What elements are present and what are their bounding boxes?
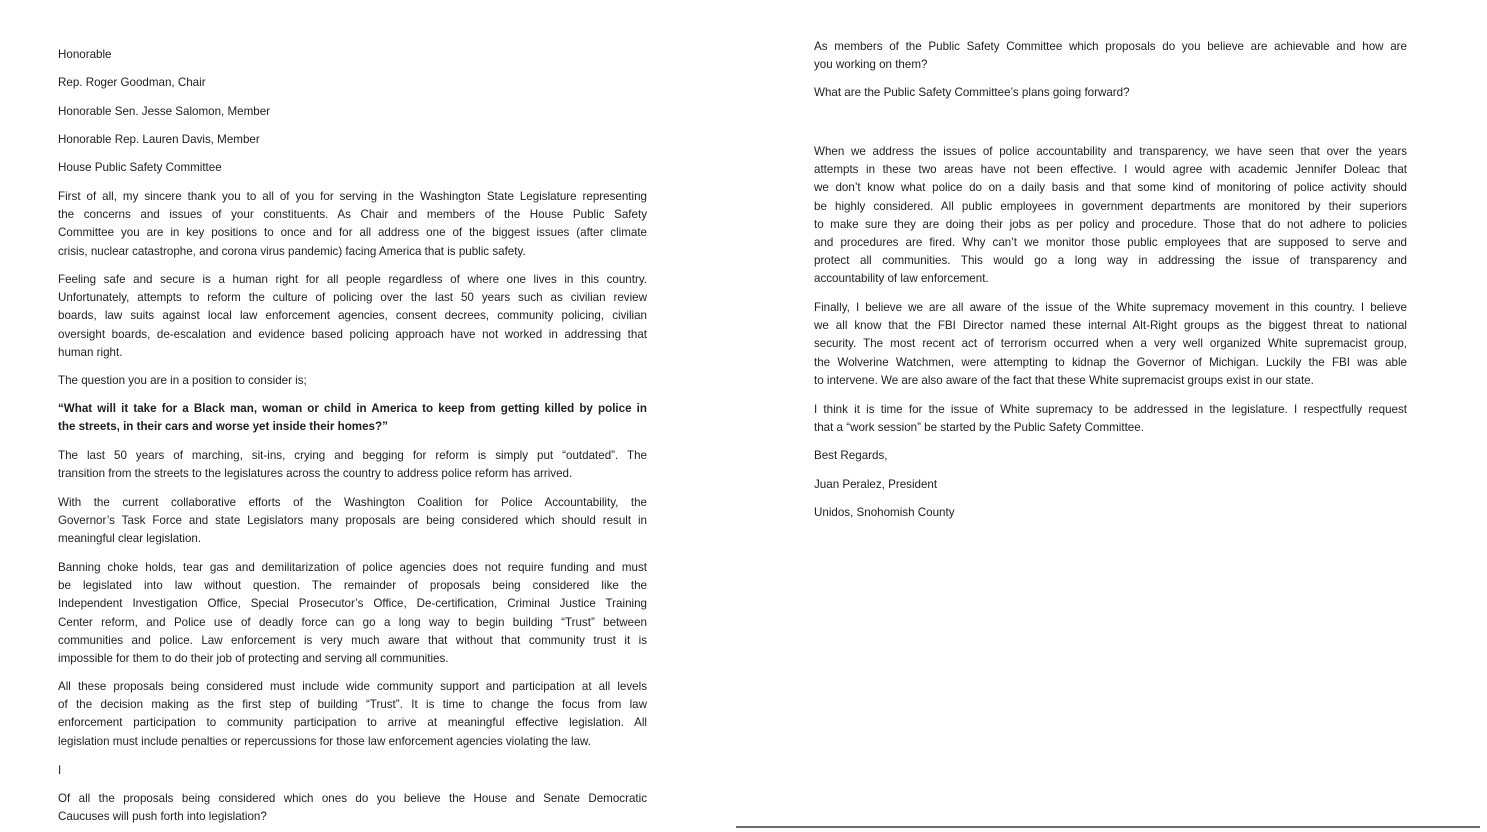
paragraph-human-right: Feeling safe and secure is a human right for all people regardless of where one lives in this country. Unfortunately, attempts to reform the culture of policing over the last 50 years such as civilian review boards, law suits against local law enforcement agencies, consent decrees, community policing, civilian oversight boards, de-escalation and evidence based policing approach have not worked in addressing that human right.	[58, 273, 647, 359]
paragraph-proposals: Banning choke holds, tear gas and demilitarization of police agencies does not require funding and must be legislated into law without question. The remainder of proposals being considered like the Independent Investigation Office, Special Prosecutor’s Office, De-certification, Criminal Justice Training Center reform, and Police use of deadly force can go a long way to begin building “Trust” between communities and police. Law enforcement is very much aware that without that community trust it is impossible for them to do their job of protecting and serving all communities.	[58, 561, 647, 665]
letter-page-left	[0, 0, 735, 832]
paragraph-outdated: The last 50 years of marching, sit-ins, crying and begging for reform is simply put “outdated”. The transition from the streets to the legislatures across the country to address police reform has arrived.	[58, 449, 647, 481]
letter-page-right	[736, 0, 1487, 832]
paragraph-plans-question: What are the Public Safety Committee’s plans going forward?	[814, 86, 1130, 99]
paragraph-work-session-request: I think it is time for the issue of White supremacy to be addressed in the legislature. I respectfully request that a “work session” be started by the Public Safety Committee.	[814, 403, 1407, 435]
recipient-line: House Public Safety Committee	[58, 161, 222, 174]
salutation: Honorable	[58, 48, 112, 61]
recipient-line: Honorable Rep. Lauren Davis, Member	[58, 133, 260, 146]
recipient-line: Honorable Sen. Jesse Salomon, Member	[58, 105, 271, 118]
paragraph-achievable-question: As members of the Public Safety Committee which proposals do you believe are achievable and how are you working on them?	[814, 40, 1407, 72]
paragraph-community-support: All these proposals being considered must include wide community support and participation at all levels of the decision making as the first step of building “Trust”. It is time to change the focus from law enforcement participation to community participation to arrive at meaningful effective legislation. All legislation must include penalties or repercussions for those law enforcement agencies violating the law.	[58, 680, 647, 748]
signature-name: Juan Peralez, President	[814, 478, 938, 491]
page-bottom-rule	[736, 826, 1480, 828]
recipient-line: Rep. Roger Goodman, Chair	[58, 76, 206, 89]
paragraph-thanks: First of all, my sincere thank you to all of you for serving in the Washington State Legislature representing the concerns and issues of your constituents. As Chair and members of the House Public Safety Committee you are in key positions to once and for all address one of the biggest issues (after climate crisis, nuclear catastrophe, and corona virus pandemic) facing America that is public safety.	[58, 190, 647, 258]
paragraph-question-intro: The question you are in a position to consider is;	[58, 374, 307, 387]
closing: Best Regards,	[814, 449, 888, 462]
paragraph-white-supremacy: Finally, I believe we are all aware of the issue of the White supremacy movement in this country. I believe we all know that the FBI Director named these internal Alt-Right groups as the biggest threat to national security. The most recent act of terrorism occurred when a very well organized White supremacist group, the Wolverine Watchmen, were attempting to kidnap the Governor of Michigan. Luckily the FBI was able to intervene. We are also aware of the fact that these White supremacist groups exist in our state.	[814, 301, 1407, 387]
signature-organization: Unidos, Snohomish County	[814, 506, 955, 519]
paragraph-coalition: With the current collaborative efforts of the Washington Coalition for Police Accountability, the Governor’s Task Force and state Legislators many proposals are being considered which should result in meaningful clear legislation.	[58, 496, 647, 546]
paragraph-caucus-question: Of all the proposals being considered which ones do you believe the House and Senate Democratic Caucuses will push forth into legislation?	[58, 792, 647, 824]
stray-text: I	[58, 764, 62, 777]
paragraph-accountability: When we address the issues of police accountability and transparency, we have seen that over the years attempts in these two areas have not been effective. I would agree with academic Jennifer Doleac that we don’t know what police do on a daily basis and that some kind of monitoring of police activity should be highly considered. All public employees in government departments are monitored by their superiors to make sure they are doing their jobs as per policy and procedure. Those that do not adhere to policies and procedures are fired. Why can’t we monitor those public employees that are supposed to serve and protect all communities. This would go a long way in addressing the issue of transparency and accountability of law enforcement.	[814, 145, 1407, 286]
paragraph-key-question: “What will it take for a Black man, woman or child in America to keep from getting killed by police in the streets, in their cars and worse yet inside their homes?”	[58, 402, 647, 434]
